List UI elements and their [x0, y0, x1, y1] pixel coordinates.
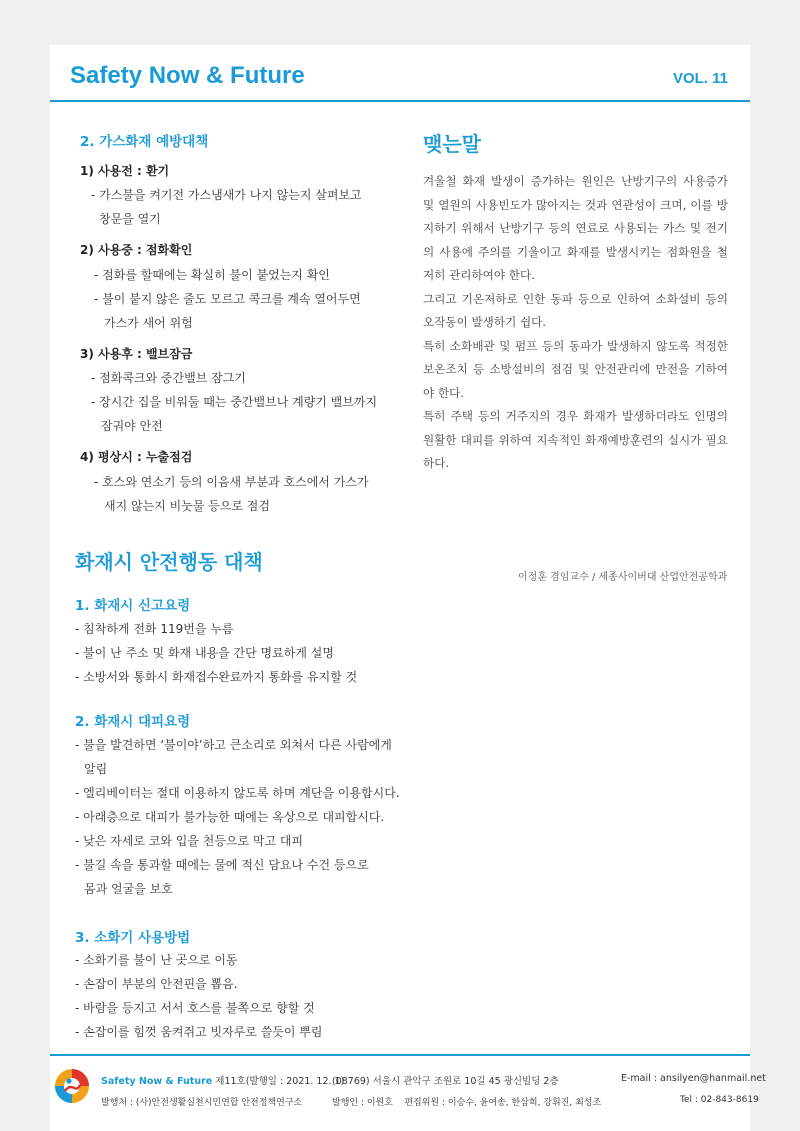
- conclusion-paragraph: 그리고 기온저하로 인한 동파 등으로 인하여 소화설비 등의 오작동이 발생하기 쉽다.: [423, 291, 728, 329]
- footer-publisher: 발행처 : (사)안전생활실천시민연합 안전정책연구소: [101, 1098, 303, 1108]
- conclusion-paragraph: 겨울철 화재 발생이 증가하는 원인은 난방기구의 사용증가 및 열원의 사용빈도가 많아지는 것과 연관성이 크며, 이를 방지하기 위해서 난방기구 등의 연료로 사용되는 가스 및 전기의 사용에 주의를 기울이고 화재를 발생시키는 점화원을 철저히 관리하여야 한다.: [423, 174, 728, 282]
- prevention-item-line: 창문을 열기: [99, 212, 161, 226]
- footer-tel: Tel : 02-843-8619: [680, 1095, 759, 1105]
- prevention-item-title: 1) 사용전 : 환기: [80, 164, 170, 178]
- footer-divider: [50, 1054, 750, 1056]
- footer-email: E-mail : ansilyen@hanmail.net: [621, 1073, 766, 1084]
- actions-section-title: 1. 화재시 신고요령: [75, 598, 191, 614]
- actions-line: - 엘리베이터는 절대 이용하지 않도록 하며 계단을 이용합시다.: [75, 786, 400, 800]
- actions-line: - 불이 난 주소 및 화재 내용을 간단 명료하게 설명: [75, 646, 334, 660]
- author-credit: 이정훈 겸임교수 / 세종사이버대 산업안전공학과: [518, 572, 728, 583]
- actions-line: - 불길 속을 통과할 때에는 물에 적신 담요나 수건 등으로: [75, 858, 369, 872]
- prevention-item-title: 2) 사용중 : 점화확인: [80, 243, 193, 257]
- prevention-item-line: - 호스와 연소기 등의 이음새 부분과 호스에서 가스가: [94, 475, 369, 489]
- actions-line: - 아래층으로 대피가 불가능한 때에는 옥상으로 대피합시다.: [75, 810, 385, 824]
- prevention-heading: 2. 가스화재 예방대책: [80, 134, 209, 150]
- actions-line: 몸과 얼굴을 보호: [84, 882, 173, 896]
- conclusion-paragraph: 특히 주택 등의 거주지의 경우 화재가 발생하더라도 인명의 원활한 대피를 위하여 지속적인 화재예방훈련의 실시가 필요하다.: [423, 409, 728, 470]
- organization-logo-icon: [54, 1068, 90, 1104]
- prevention-item-title: 4) 평상시 : 누출점검: [80, 450, 193, 464]
- prevention-item-line: - 불이 붙지 않은 줄도 모르고 콕크를 계속 열어두면: [94, 292, 361, 306]
- prevention-item-line: 가스가 새어 위험: [104, 316, 193, 330]
- actions-line: - 낮은 자세로 코와 입을 천등으로 막고 대피: [75, 834, 304, 848]
- footer-issue: 제11호(발행일 : 2021. 12. 1): [215, 1076, 345, 1087]
- prevention-item-line: - 장시간 집을 비워둘 때는 중간밸브나 계량기 밸브까지: [91, 395, 378, 409]
- actions-line: - 침착하게 전화 119번을 누름: [75, 622, 234, 636]
- header-divider: [50, 100, 750, 102]
- actions-line: - 소방서와 통화시 화재접수완료까지 통화를 유지할 것: [75, 670, 358, 684]
- footer-brand-row: [101, 1073, 344, 1087]
- footer-editors: 발행인 : 이원호 편집위원 : 이승수, 윤여송, 한삼희, 강휘진, 최성조: [332, 1098, 602, 1108]
- actions-line: - 손잡이를 힘껏 움켜쥐고 빗자루로 쓸듯이 뿌림: [75, 1025, 323, 1039]
- actions-section-title: 3. 소화기 사용방법: [75, 930, 191, 946]
- actions-line: - 불을 발견하면 ‘불이야’하고 큰소리로 외쳐서 다른 사람에게: [75, 738, 392, 752]
- actions-line: - 소화기를 불이 난 곳으로 이동: [75, 953, 238, 967]
- prevention-item-line: 잠궈야 안전: [101, 419, 163, 433]
- conclusion-paragraph: 특히 소화배관 및 펌프 등의 동파가 발생하지 않도록 적정한 보온조치 등 소방설비의 점검 및 안전관리에 만전을 기하여야 한다.: [423, 338, 728, 400]
- prevention-item-title: 3) 사용후 : 밸브잠금: [80, 347, 193, 361]
- footer-address: (08769) 서울시 관악구 조원로 10길 45 광신빌딩 2층: [332, 1076, 559, 1087]
- actions-line: - 손잡이 부분의 안전핀을 뽑음.: [75, 977, 238, 991]
- newsletter-title: Safety Now & Future: [70, 62, 305, 89]
- prevention-item-line: 새지 않는지 비눗물 등으로 점검: [104, 499, 270, 513]
- actions-line: - 바람을 등지고 서서 호스를 불쪽으로 향할 것: [75, 1001, 315, 1015]
- actions-line: 알림: [84, 762, 108, 776]
- prevention-item-line: - 점화콕크와 중간밸브 잠그기: [91, 371, 246, 385]
- footer-brand: Safety Now & Future: [101, 1076, 213, 1087]
- volume-label: VOL. 11: [672, 70, 728, 87]
- prevention-item-line: - 가스불을 켜기전 가스냄새가 나지 않는지 살펴보고: [91, 188, 362, 202]
- conclusion-heading: 맺는말: [423, 132, 481, 156]
- actions-section-title: 2. 화재시 대피요령: [75, 714, 191, 730]
- actions-heading: 화재시 안전행동 대책: [75, 550, 263, 574]
- conclusion-body: [423, 170, 728, 476]
- prevention-item-line: - 점화를 할때에는 확실히 불이 붙었는지 확인: [94, 268, 330, 282]
